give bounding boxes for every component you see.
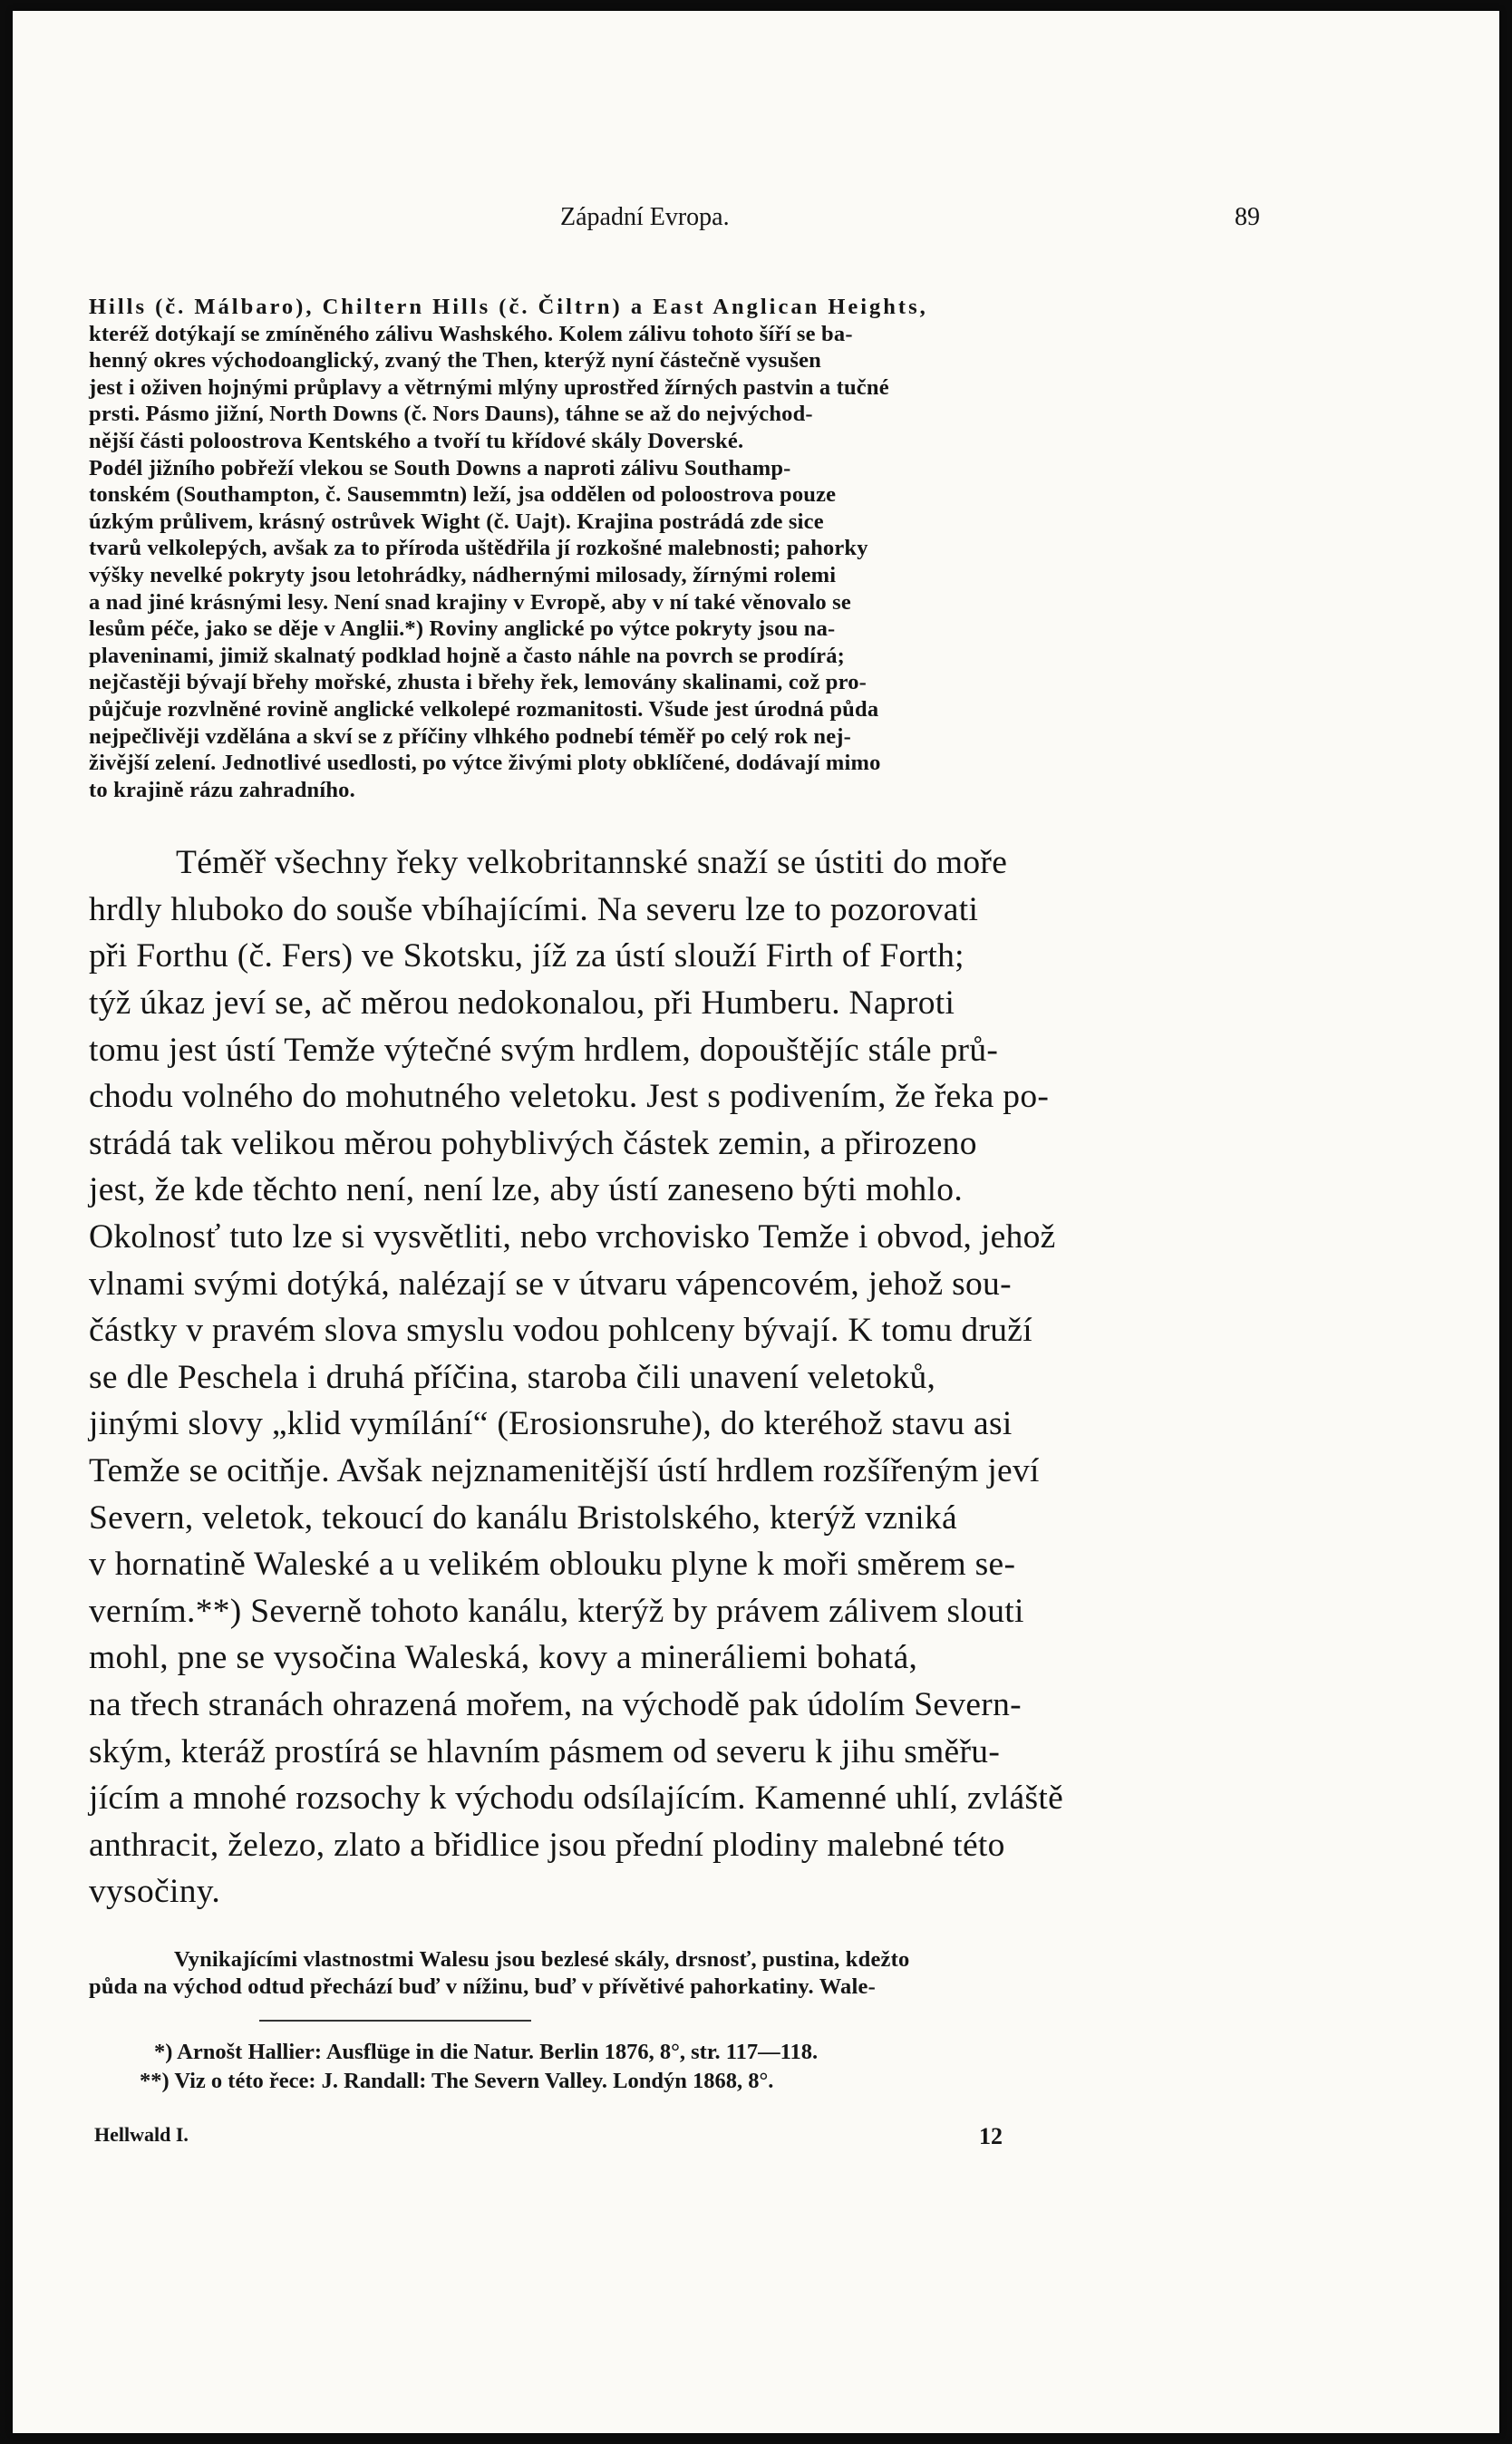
text-line: henný okres východoanglický, zvaný the Then, kterýž nyní částečně vysušen	[89, 348, 821, 373]
book-page	[13, 11, 1499, 2433]
text-line: tomu jest ústí Temže výtečné svým hrdlem, dopouštějíc stále prů-	[89, 1031, 999, 1069]
main-paragraph	[89, 839, 1258, 1915]
text-line: chodu volného do mohutného veletoku. Jest s podivením, že řeka po-	[89, 1078, 1050, 1116]
text-line: půda na východ odtud přechází buď v nížinu, buď v přívětivé pahorkatiny. Wale-	[89, 1974, 876, 1999]
text-line: to krajině rázu zahradního.	[89, 777, 355, 802]
text-line: tvarů velkolepých, avšak za to příroda uštědřila jí rozkošné malebnosti; pahorky	[89, 536, 868, 561]
volume-signature: Hellwald I.	[94, 2123, 189, 2147]
page-title: Západní Evropa.	[560, 203, 730, 231]
text-line: jest, že kde těchto není, není lze, aby ústí zaneseno býti mohlo.	[89, 1171, 964, 1209]
text-line: nější části poloostrova Kentského a tvoří tu křídové skály Doverské.	[89, 428, 744, 453]
text-line: živější zelení. Jednotlivé usedlosti, po výtce živými ploty obklíčené, dodávají mimo	[89, 751, 881, 776]
text-line: anthracit, železo, zlato a břidlice jsou přední plodiny malebné této	[89, 1826, 1005, 1864]
text-line: nejčastěji bývají břehy mořské, zhusta i břehy řek, lemovány skalinami, což pro-	[89, 670, 867, 695]
text-line: jest i oživen hojnými průplavy a větrnými mlýny uprostřed žírných pastvin a tučné	[89, 374, 889, 400]
text-line: prsti. Pásmo jižní, North Downs (č. Nors Dauns), táhne se až do nejvýchod-	[89, 402, 813, 427]
text-line: při Forthu (č. Fers) ve Skotsku, jíž za ústí slouží Firth of Forth;	[89, 937, 964, 975]
text-line: týž úkaz jeví se, ač měrou nedokonalou, při Humberu. Naproti	[89, 984, 955, 1023]
text-line: nejpečlivěji vzdělána a skví se z příčiny vlhkého podnebí téměř po celý rok nej-	[89, 723, 852, 749]
text-line: se dle Peschela i druhá příčina, staroba čili unavení veletoků,	[89, 1358, 936, 1396]
text-line: a nad jiné krásnými lesy. Není snad krajiny v Evropě, aby v ní také věnovalo se	[89, 589, 851, 615]
footnote-1: *) Arnošt Hallier: Ausflüge in die Natur. Berlin 1876, 8°, str. 117—118.	[154, 2040, 819, 2065]
page-number: 89	[1235, 203, 1260, 231]
text-line: hrdly hluboko do souše vbíhajícími. Na severu lze to pozorovati	[89, 890, 979, 928]
text-line: Téměř všechny řeky velkobritannské snaží se ústiti do moře	[176, 844, 1008, 882]
text-line: kteréž dotýkají se zmíněného zálivu Washského. Kolem zálivu tohoto šíří se ba-	[89, 321, 853, 346]
footnote-divider	[259, 2020, 531, 2022]
text-line: lesům péče, jako se děje v Anglii.*) Roviny anglické po výtce pokryty jsou na-	[89, 616, 836, 642]
text-line: Okolnosť tuto lze si vysvětliti, nebo vrchovisko Temže i obvod, jehož	[89, 1218, 1056, 1256]
page-content	[89, 196, 1258, 2159]
text-line: Vynikajícími vlastnostmi Walesu jsou bezlesé skály, drsnosť, pustina, kdežto	[174, 1946, 910, 1972]
signature-line	[89, 2123, 1258, 2159]
text-line: půjčuje rozvlněné rovině anglické velkolepé rozmanitosti. Všude jest úrodná půda	[89, 696, 879, 722]
text-line: Hills (č. Málbaro), Chiltern Hills (č. Čiltrn) a East Anglican Heights,	[89, 295, 928, 319]
text-line: tonském (Southampton, č. Sausemmtn) leží, jsa oddělen od poloostrova pouze	[89, 482, 837, 508]
sheet-number: 12	[979, 2123, 1003, 2150]
text-line: vysočiny.	[89, 1873, 221, 1911]
text-line: Severn, veletok, tekoucí do kanálu Bristolského, kterýž vzniká	[89, 1498, 957, 1537]
text-line: vlnami svými dotýká, nalézají se v útvaru vápencovém, jehož sou-	[89, 1265, 1012, 1303]
text-line: mohl, pne se vysočina Waleská, kovy a mineráliemi bohatá,	[89, 1639, 918, 1677]
text-line: ským, kteráž prostírá se hlavním pásmem od severu k jihu směřu-	[89, 1732, 1001, 1770]
text-line: jinými slovy „klid vymílání“ (Erosionsruhe), do kteréhož stavu asi	[89, 1405, 1013, 1443]
text-line: úzkým průlivem, krásný ostrůvek Wight (č. Uajt). Krajina postrádá zde sice	[89, 509, 824, 534]
small-print-paragraph	[89, 294, 1258, 803]
text-line: částky v pravém slova smyslu vodou pohlceny bývají. K tomu druží	[89, 1312, 1032, 1350]
note-paragraph	[89, 1946, 1258, 2000]
text-line: výšky nevelké pokryty jsou letohrádky, nádhernými milosady, žírnými rolemi	[89, 562, 837, 587]
text-line: Podél jižního pobřeží vlekou se South Downs a naproti zálivu Southamp-	[89, 455, 791, 480]
text-line: strádá tak velikou měrou pohyblivých částek zemin, a přirozeno	[89, 1124, 977, 1162]
text-line: v hornatině Waleské a u velikém oblouku plyne k moři směrem se-	[89, 1546, 1016, 1584]
text-line: plaveninami, jimiž skalnatý podklad hojně a často náhle na povrch se prodírá;	[89, 643, 845, 668]
text-line: Temže se ocitňje. Avšak nejznamenitější ústí hrdlem rozšířeným jeví	[89, 1452, 1040, 1489]
text-line: verním.**) Severně tohoto kanálu, kterýž by právem zálivem slouti	[89, 1592, 1024, 1630]
footnote-2: **) Viz o této řece: J. Randall: The Severn Valley. Londýn 1868, 8°.	[140, 2069, 774, 2094]
text-line: jícím a mnohé rozsochy k východu odsílajícím. Kamenné uhlí, zvláště	[89, 1780, 1064, 1818]
footnotes	[89, 2038, 1258, 2096]
text-line: na třech stranách ohrazená mořem, na východě pak údolím Severn-	[89, 1685, 1022, 1723]
running-header	[89, 196, 1258, 241]
